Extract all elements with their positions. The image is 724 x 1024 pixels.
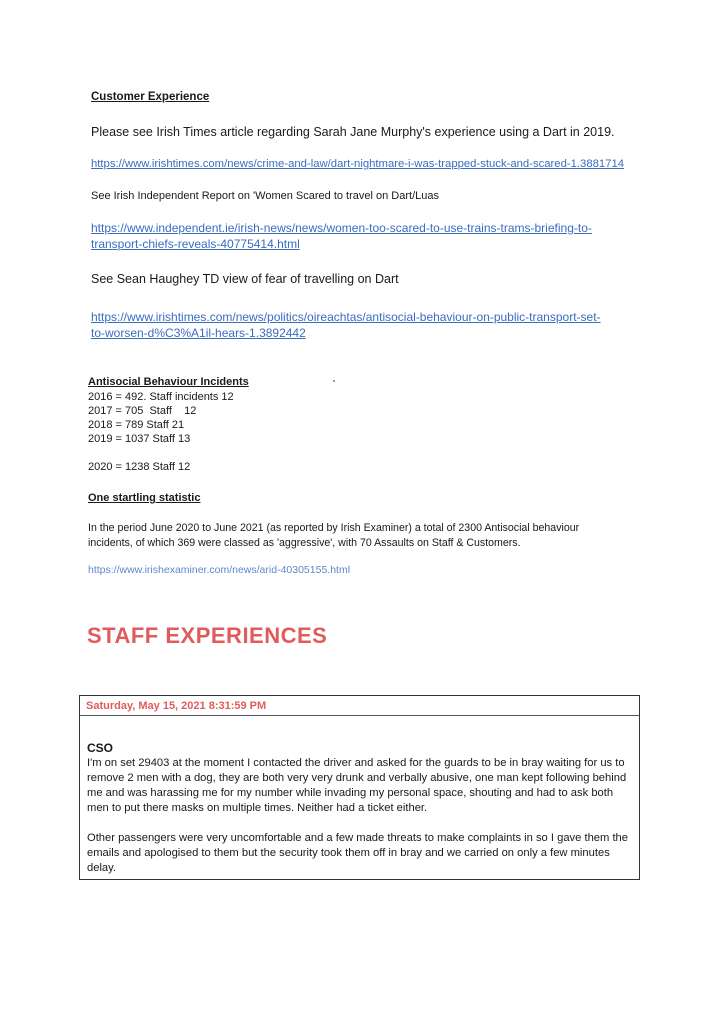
entry-paragraph-2: Other passengers were very uncomfortable and a few made threats to make complaints in so I gave them the emails and apologised to them but the security took them off in bray and we carried on only a few minutes delay. [87,832,629,874]
antisocial-heading: Antisocial Behaviour Incidents [88,376,249,388]
statistic-text-line2: incidents, of which 369 were classed as 'aggressive', with 70 Assaults on Staff & Customers. [88,537,521,549]
irish-times-intro: Please see Irish Times article regarding Sarah Jane Murphy's experience using a Dart in 2019. [91,125,615,139]
statistic-text-line1: In the period June 2020 to June 2021 (as reported by Irish Examiner) a total of 2300 Antisocial behaviour [88,522,580,534]
stat-line-2019: 2019 = 1037 Staff 13 [88,433,191,445]
customer-experience-heading: Customer Experience [91,91,210,103]
startling-statistic-heading: One startling statistic [88,492,201,504]
entry-date: Saturday, May 15, 2021 8:31:59 PM [86,700,267,712]
antisocial-stats [88,390,234,446]
irish-times-link[interactable]: https://www.irishtimes.com/news/crime-and-law/dart-nightmare-i-was-trapped-stuck-and-scared-1.3881714 [91,158,625,170]
scan-speck [333,380,335,382]
entry-divider [80,715,639,716]
irish-examiner-link[interactable]: https://www.irishexaminer.com/news/arid-40305155.html [88,564,351,576]
stat-line-2016: 2016 = 492. Staff incidents 12 [88,391,234,403]
entry-role: CSO [87,741,114,755]
staff-experiences-title: STAFF EXPERIENCES [87,623,328,648]
independent-link-line2[interactable]: transport-chiefs-reveals-40775414.html [91,237,300,251]
irishtimes-politics-link-line1[interactable]: https://www.irishtimes.com/news/politics/oireachtas/antisocial-behaviour-on-public-transport-set- [91,310,601,324]
irishtimes-politics-link-line2[interactable]: to-worsen-d%C3%A1il-hears-1.3892442 [91,326,306,340]
stat-line-2018: 2018 = 789 Staff 21 [88,419,185,431]
entry-paragraph-1: I'm on set 29403 at the moment I contacted the driver and asked for the guards to be in bray waiting for us to remove 2 men with a dog, they are both very very drunk and verbally abusive, one man kept following behind me and was harassing me for my number while invading my personal space, shouting and had to ask both men to put there masks on multiple times. Neither had a ticket either. [87,757,627,814]
staff-entry-box [79,695,640,880]
haughey-intro: See Sean Haughey TD view of fear of travelling on Dart [91,272,399,286]
stat-line-2017: 2017 = 705 Staff 12 [88,405,197,417]
independent-link-line1[interactable]: https://www.independent.ie/irish-news/news/women-too-scared-to-use-trains-trams-briefing-to- [91,221,592,235]
independent-intro: See Irish Independent Report on 'Women Scared to travel on Dart/Luas [91,190,439,202]
stat-line-2020: 2020 = 1238 Staff 12 [88,461,191,473]
